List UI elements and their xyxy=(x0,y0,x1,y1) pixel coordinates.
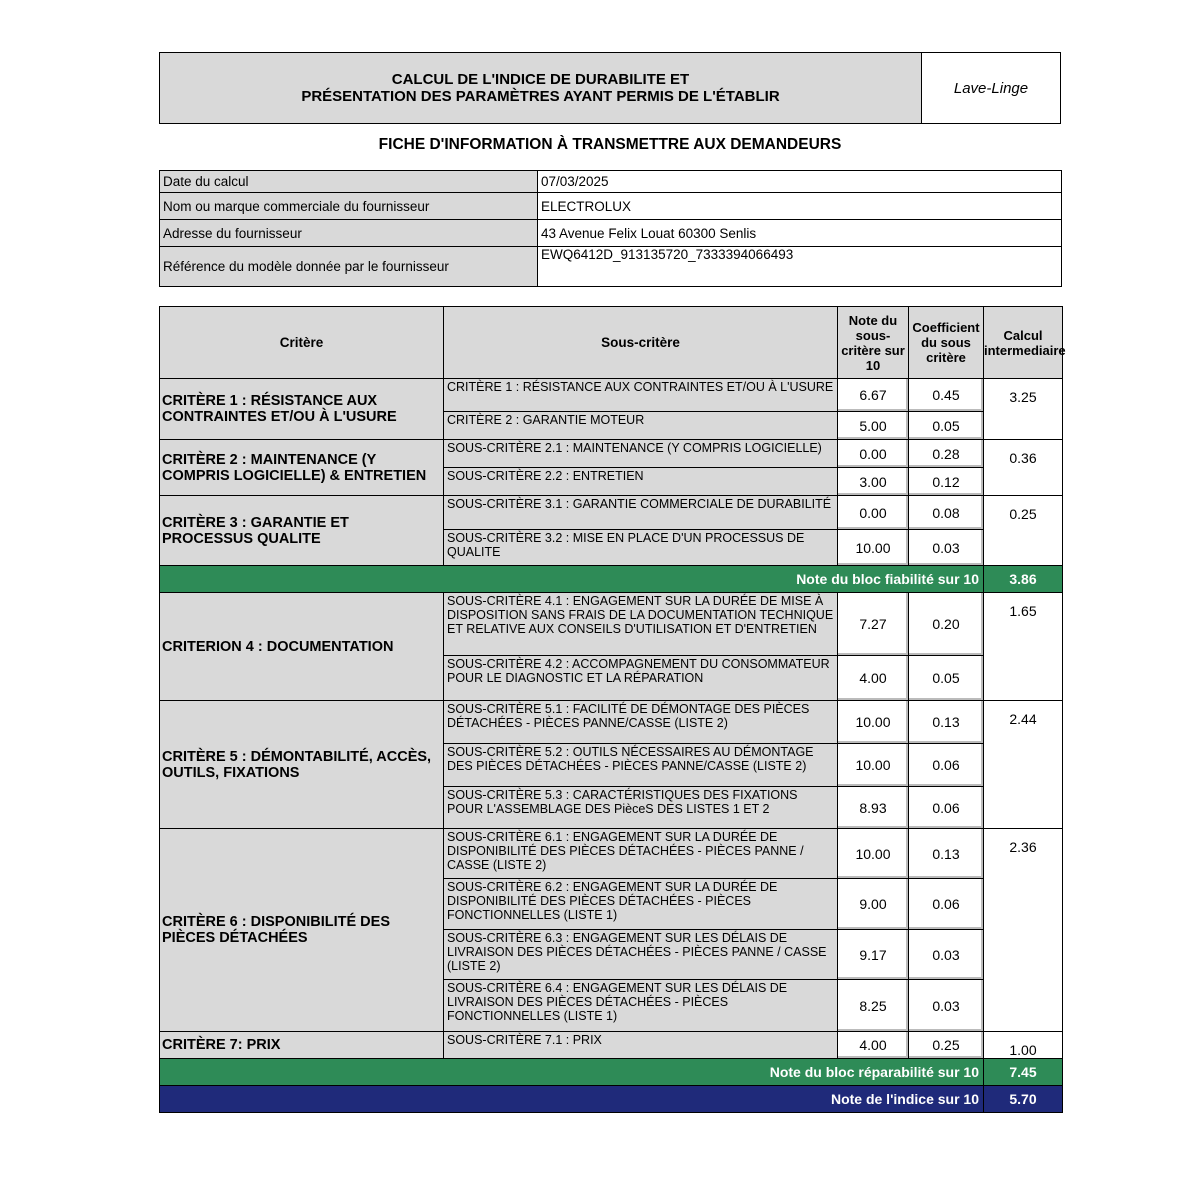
sub-criterion-label: CRITÈRE 1 : RÉSISTANCE AUX CONTRAINTES ET/OU À L'USURE xyxy=(444,379,838,412)
title-line-2: PRÉSENTATION DES PARAMÈTRES AYANT PERMIS DE L'ÉTABLIR xyxy=(301,88,780,105)
sub-criterion-note: 6.67 xyxy=(838,379,909,412)
reparabilite-total-value: 7.45 xyxy=(984,1059,1063,1086)
column-header-sous-critere: Sous-critère xyxy=(444,307,838,379)
sub-criterion-label: SOUS-CRITÈRE 4.1 : ENGAGEMENT SUR LA DURÉE DE MISE À DISPOSITION SANS FRAIS DE LA DOCUMENTATION TECHNIQUE ET RELATIVE AUX CONSEILS D'UTILISATION ET D'ENTRETIEN xyxy=(444,593,838,656)
indice-total-label: Note de l'indice sur 10 xyxy=(160,1086,984,1113)
table-header-row xyxy=(160,307,1063,379)
info-row xyxy=(160,193,1062,220)
sub-criterion-note: 5.00 xyxy=(838,412,909,440)
info-row xyxy=(160,171,1062,193)
table-row xyxy=(160,701,1063,744)
sub-criterion-coef: 0.28 xyxy=(909,440,984,468)
sub-criterion-coef: 0.03 xyxy=(909,930,984,980)
column-header-note: Note du sous-critère sur 10 xyxy=(838,307,909,379)
sub-criterion-label: SOUS-CRITÈRE 4.2 : ACCOMPAGNEMENT DU CONSOMMATEUR POUR LE DIAGNOSTIC ET LA RÉPARATION xyxy=(444,656,838,701)
indice-total xyxy=(160,1086,1063,1113)
sub-criterion-note: 9.17 xyxy=(838,930,909,980)
fiabilite-total-value: 3.86 xyxy=(984,566,1063,593)
info-label: Adresse du fournisseur xyxy=(160,220,538,247)
sub-criterion-label: SOUS-CRITÈRE 2.1 : MAINTENANCE (Y COMPRIS LOGICIELLE) xyxy=(444,440,838,468)
table-row xyxy=(160,1032,1063,1059)
sub-criterion-note: 10.00 xyxy=(838,701,909,744)
criterion-name: CRITÈRE 2 : MAINTENANCE (Y COMPRIS LOGICIELLE) & ENTRETIEN xyxy=(160,440,444,496)
sub-criterion-label: SOUS-CRITÈRE 6.1 : ENGAGEMENT SUR LA DURÉE DE DISPONIBILITÉ DES PIÈCES DÉTACHÉES - PIÈCES PANNE / CASSE (LISTE 2) xyxy=(444,829,838,879)
sub-criterion-note: 8.93 xyxy=(838,787,909,829)
sub-criterion-label: SOUS-CRITÈRE 5.1 : FACILITÉ DE DÉMONTAGE DES PIÈCES DÉTACHÉES - PIÈCES PANNE/CASSE (LISTE 2) xyxy=(444,701,838,744)
sub-criterion-label: SOUS-CRITÈRE 2.2 : ENTRETIEN xyxy=(444,468,838,496)
sub-criterion-note: 8.25 xyxy=(838,980,909,1032)
info-label: Référence du modèle donnée par le fournisseur xyxy=(160,247,538,287)
info-value: ELECTROLUX xyxy=(538,193,1062,220)
column-header-coef: Coefficient du sous critère xyxy=(909,307,984,379)
sub-criterion-coef: 0.12 xyxy=(909,468,984,496)
sub-criterion-coef: 0.03 xyxy=(909,530,984,566)
info-label: Nom ou marque commerciale du fournisseur xyxy=(160,193,538,220)
table-row xyxy=(160,379,1063,412)
intermediate-value: 2.44 xyxy=(984,701,1063,829)
document-header xyxy=(159,52,1061,124)
intermediate-value: 1.00 xyxy=(984,1032,1063,1059)
info-value: 07/03/2025 xyxy=(538,171,1062,193)
supplier-info-table xyxy=(159,170,1062,287)
info-value: EWQ6412D_913135720_7333394066493 xyxy=(538,247,1062,287)
criterion-name: CRITERION 4 : DOCUMENTATION xyxy=(160,593,444,701)
sub-criterion-note: 7.27 xyxy=(838,593,909,656)
sub-criterion-coef: 0.13 xyxy=(909,701,984,744)
sub-criterion-coef: 0.06 xyxy=(909,879,984,930)
sub-criterion-coef: 0.08 xyxy=(909,496,984,530)
sub-criterion-coef: 0.45 xyxy=(909,379,984,412)
sub-criterion-note: 10.00 xyxy=(838,744,909,787)
durability-criteria-table xyxy=(159,306,1066,1113)
sub-criterion-note: 4.00 xyxy=(838,656,909,701)
sub-criterion-coef: 0.20 xyxy=(909,593,984,656)
document-title xyxy=(160,53,922,123)
sub-criterion-note: 4.00 xyxy=(838,1032,909,1059)
title-line-1: CALCUL DE L'INDICE DE DURABILITE ET xyxy=(391,71,690,88)
criterion-name: CRITÈRE 1 : RÉSISTANCE AUX CONTRAINTES ET/OU À L'USURE xyxy=(160,379,444,440)
sub-criterion-label: SOUS-CRITÈRE 3.2 : MISE EN PLACE D'UN PROCESSUS DE QUALITE xyxy=(444,530,838,566)
table-row xyxy=(160,440,1063,468)
criterion-name: CRITÈRE 6 : DISPONIBILITÉ DES PIÈCES DÉTACHÉES xyxy=(160,829,444,1032)
intermediate-value: 3.25 xyxy=(984,379,1063,440)
reparabilite-total xyxy=(160,1059,1063,1086)
intermediate-value: 2.36 xyxy=(984,829,1063,1032)
sub-criterion-label: SOUS-CRITÈRE 6.3 : ENGAGEMENT SUR LES DÉLAIS DE LIVRAISON DES PIÈCES DÉTACHÉES - PIÈCES PANNE / CASSE (LISTE 2) xyxy=(444,930,838,980)
fiabilite-total-label: Note du bloc fiabilité sur 10 xyxy=(160,566,984,593)
sub-criterion-label: SOUS-CRITÈRE 3.1 : GARANTIE COMMERCIALE DE DURABILITÉ xyxy=(444,496,838,530)
sub-criterion-coef: 0.05 xyxy=(909,412,984,440)
info-row xyxy=(160,220,1062,247)
sub-criterion-note: 0.00 xyxy=(838,440,909,468)
column-header-critere: Critère xyxy=(160,307,444,379)
sheet-subtitle: FICHE D'INFORMATION À TRANSMETTRE AUX DEMANDEURS xyxy=(378,136,842,153)
intermediate-value: 1.65 xyxy=(984,593,1063,701)
sub-criterion-label: SOUS-CRITÈRE 6.4 : ENGAGEMENT SUR LES DÉLAIS DE LIVRAISON DES PIÈCES DÉTACHÉES - PIÈCES FONCTIONNELLES (LISTE 1) xyxy=(444,980,838,1032)
sub-criterion-note: 10.00 xyxy=(838,530,909,566)
sub-criterion-note: 0.00 xyxy=(838,496,909,530)
sub-criterion-note: 10.00 xyxy=(838,829,909,879)
sub-criterion-label: CRITÈRE 2 : GARANTIE MOTEUR xyxy=(444,412,838,440)
info-value: 43 Avenue Felix Louat 60300 Senlis xyxy=(538,220,1062,247)
sub-criterion-label: SOUS-CRITÈRE 6.2 : ENGAGEMENT SUR LA DURÉE DE DISPONIBILITÉ DES PIÈCES DÉTACHÉES - PIÈCES FONCTIONNELLES (LISTE 1) xyxy=(444,879,838,930)
sub-criterion-note: 3.00 xyxy=(838,468,909,496)
sub-criterion-coef: 0.25 xyxy=(909,1032,984,1059)
table-row xyxy=(160,496,1063,530)
sub-criterion-coef: 0.06 xyxy=(909,787,984,829)
product-type: Lave-Linge xyxy=(922,53,1060,123)
intermediate-value: 0.25 xyxy=(984,496,1063,566)
indice-total-value: 5.70 xyxy=(984,1086,1063,1113)
info-label: Date du calcul xyxy=(160,171,538,193)
sub-criterion-coef: 0.05 xyxy=(909,656,984,701)
criterion-name: CRITÈRE 7: PRIX xyxy=(160,1032,444,1059)
sub-criterion-label: SOUS-CRITÈRE 5.2 : OUTILS NÉCESSAIRES AU DÉMONTAGE DES PIÈCES DÉTACHÉES - PIÈCES PANNE/CASSE (LISTE 2) xyxy=(444,744,838,787)
table-row xyxy=(160,593,1063,656)
fiabilite-total xyxy=(160,566,1063,593)
sub-criterion-label: SOUS-CRITÈRE 5.3 : CARACTÉRISTIQUES DES FIXATIONS POUR L'ASSEMBLAGE DES PièceS DES LISTES 1 ET 2 xyxy=(444,787,838,829)
sub-criterion-coef: 0.06 xyxy=(909,744,984,787)
sub-criterion-note: 9.00 xyxy=(838,879,909,930)
sub-criterion-coef: 0.13 xyxy=(909,829,984,879)
intermediate-value: 0.36 xyxy=(984,440,1063,496)
reparabilite-total-label: Note du bloc réparabilité sur 10 xyxy=(160,1059,984,1086)
sub-criterion-label: SOUS-CRITÈRE 7.1 : PRIX xyxy=(444,1032,838,1059)
column-header-calcul: Calcul intermediaire xyxy=(984,307,1063,379)
criterion-name: CRITÈRE 5 : DÉMONTABILITÉ, ACCÈS, OUTILS, FIXATIONS xyxy=(160,701,444,829)
table-row xyxy=(160,829,1063,879)
sub-criterion-coef: 0.03 xyxy=(909,980,984,1032)
info-row xyxy=(160,247,1062,287)
criterion-name: CRITÈRE 3 : GARANTIE ET PROCESSUS QUALITE xyxy=(160,496,444,566)
